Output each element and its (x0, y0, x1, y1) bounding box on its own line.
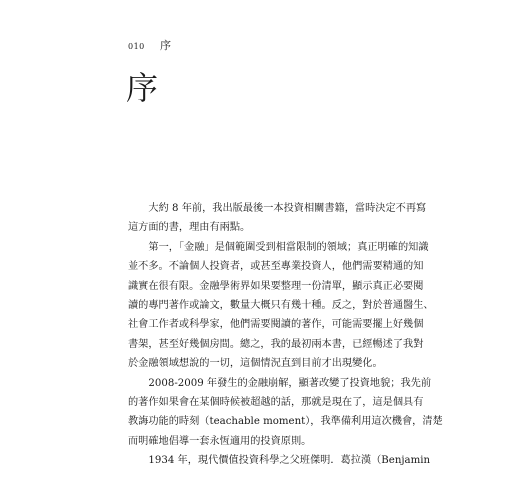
text-line: 讀的專門著作或論文，數量大概只有幾十種。反之，對於普通醫生、 (128, 300, 434, 312)
running-head (128, 40, 171, 53)
text-line: 而明確地倡導一套永恆適用的投資原則。 (128, 435, 312, 447)
text-line: 1934 年，現代價值投資科學之父班傑明．葛拉漢（Benjamin (148, 455, 431, 467)
page-number: 010 (128, 42, 145, 51)
text-line: 識實在很有限。金融學術界如果要整理一份清單，顯示真正必要閱 (128, 280, 424, 292)
paragraph (128, 238, 434, 374)
text-line: 2008-2009 年發生的金融崩解，顯著改變了投資地貌；我先前 (148, 377, 432, 389)
running-head-title: 序 (159, 39, 171, 52)
paragraph (128, 451, 431, 470)
text-line: 的著作如果會在某個時候被超越的話，那就是現在了，這是個具有 (128, 397, 424, 409)
text-line: 並不多。不論個人投資者，或甚至專業投資人，他們需要精通的知 (128, 261, 424, 273)
chapter-title: 序 (126, 69, 159, 107)
text-line: 書架，甚至好幾個房間。總之，我的最初兩本書，已經暢述了我對 (128, 338, 424, 350)
paragraph (128, 374, 443, 452)
text-line: 大約 8 年前，我出版最後一本投資相關書籍，當時決定不再寫 (148, 203, 427, 214)
text-line: 第一，「金融」是個範圍受到相當限制的領域；真正明確的知識 (148, 241, 429, 253)
body-text (128, 199, 443, 471)
paragraph (128, 199, 427, 238)
text-line: 教誨功能的時刻（teachable moment），我準備利用這次機會，清楚 (128, 416, 443, 428)
text-line: 社會工作者或科學家，他們需要閱讀的著作，可能需要擺上好幾個 (128, 319, 424, 331)
text-line: 於金融領域想說的一切，這個情況直到目前才出現變化。 (128, 358, 383, 370)
text-line: 這方面的書，理由有兩點。 (128, 222, 251, 234)
